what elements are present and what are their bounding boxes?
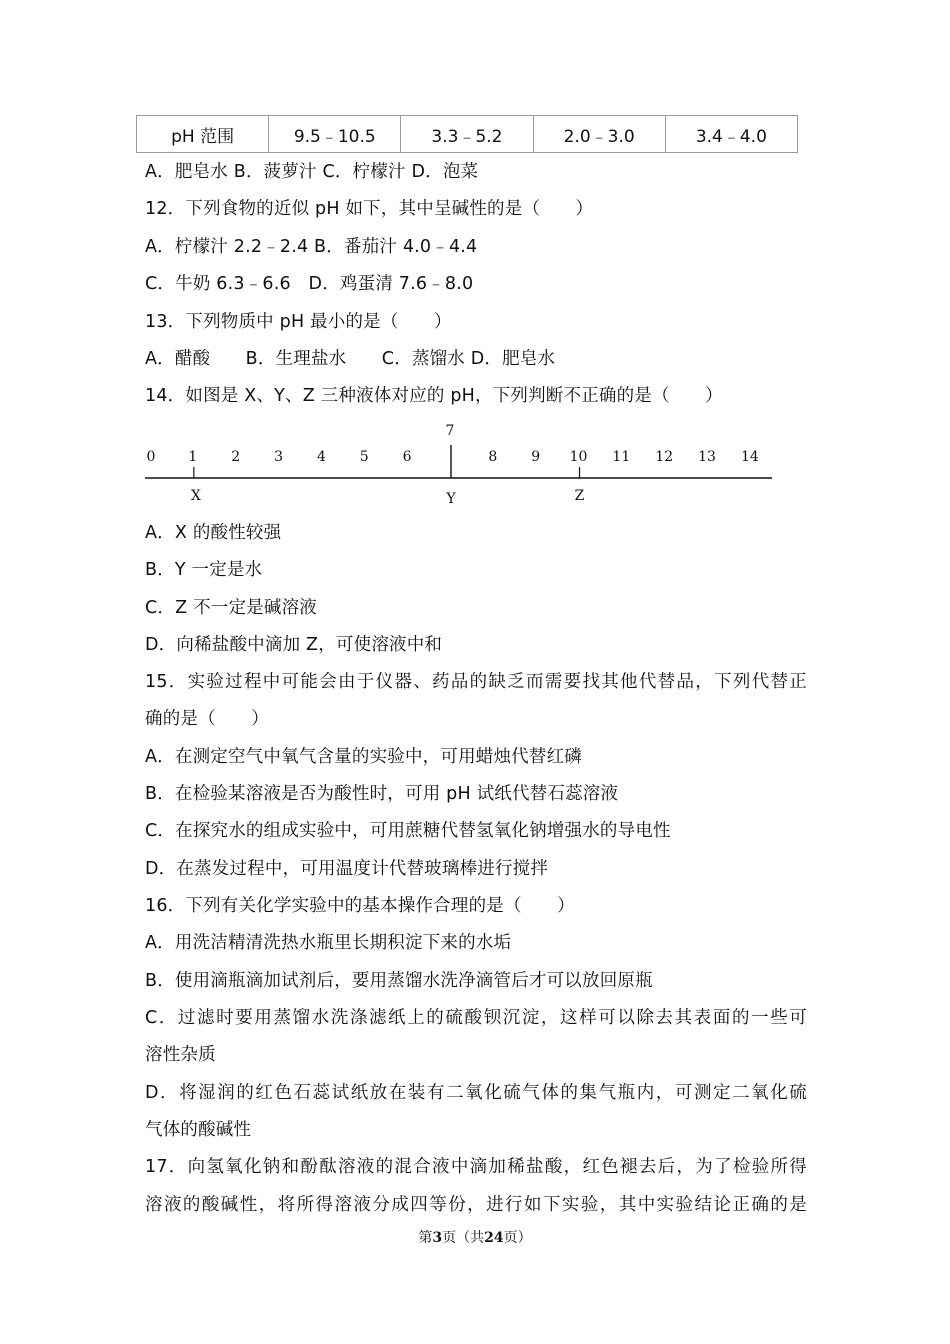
ph-tick-label: 11 [612, 449, 631, 465]
ph-tick-label: 8 [488, 449, 498, 465]
ph-tick-label: 9 [531, 449, 541, 465]
q14-option-d: D．向稀盐酸中滴加 Z，可使溶液中和 [145, 635, 443, 655]
q17-stem-line1: 17．向氢氧化钠和酚酞溶液的混合液中滴加稀盐酸，红色褪去后，为了检验所得 [145, 1157, 807, 1177]
ph-marker-label-x: X [190, 488, 201, 504]
q15-stem-line1: 15．实验过程中可能会由于仪器、药品的缺乏而需要找其他代替品，下列代替正 [145, 672, 807, 692]
ph-range-table [136, 115, 798, 153]
ph-tick-label: 5 [359, 449, 369, 465]
q16-stem: 16．下列有关化学实验中的基本操作合理的是（ ） [145, 896, 575, 916]
q15-stem-line2: 确的是（ ） [145, 709, 269, 729]
table-cell: 9.5﹣10.5 [269, 116, 401, 153]
q12-stem: 12．下列食物的近似 pH 如下，其中呈碱性的是（ ） [145, 199, 594, 219]
q14-option-b: B．Y 一定是水 [145, 560, 263, 580]
footer-page-number: 3 [432, 1230, 443, 1246]
ph-tick-label: 14 [740, 449, 759, 465]
q16-option-c-line1: C．过滤时要用蒸馏水洗涤滤纸上的硫酸钡沉淀，这样可以除去其表面的一些可 [145, 1008, 807, 1028]
q15-option-a: A．在测定空气中氧气含量的实验中，可用蜡烛代替红磷 [145, 747, 582, 767]
footer-prefix: 第 [418, 1230, 433, 1246]
table-cell: 3.3﹣5.2 [401, 116, 533, 153]
q16-option-d-line2: 气体的酸碱性 [145, 1120, 252, 1140]
ph-marker-label-y: Y [446, 491, 456, 507]
ph-tick-label: 10 [569, 449, 588, 465]
ph-tick-label: 13 [698, 449, 716, 465]
table-row [137, 116, 798, 153]
ph-tick-label: 0 [146, 449, 156, 465]
q16-option-b: B．使用滴瓶滴加试剂后，要用蒸馏水洗净滴管后才可以放回原瓶 [145, 971, 653, 991]
table-header-cell: pH 范围 [137, 116, 269, 153]
q13-stem: 13．下列物质中 pH 最小的是（ ） [145, 312, 452, 332]
q17-stem-line2: 溶液的酸碱性，将所得溶液分成四等份，进行如下实验，其中实验结论正确的是 [145, 1195, 807, 1215]
page-footer [0, 1227, 950, 1247]
ph-tick-labels [147, 423, 759, 465]
q15-option-b: B．在检验某溶液是否为酸性时，可用 pH 试纸代替石蕊溶液 [145, 784, 619, 804]
ph-tick-label: 12 [655, 449, 674, 465]
ph-scale-diagram [140, 415, 780, 510]
q15-option-c: C．在探究水的组成实验中，可用蔗糖代替氢氧化钠增强水的导电性 [145, 821, 671, 841]
ph-tick-label: 7 [445, 423, 455, 439]
q12-options-ab: A．柠檬汁 2.2﹣2.4 B．番茄汁 4.0﹣4.4 [145, 237, 478, 257]
ph-tick-label: 4 [316, 449, 326, 465]
ph-tick-label: 1 [188, 449, 198, 465]
footer-total-pages: 24 [484, 1230, 504, 1246]
footer-mid: 页（共 [442, 1230, 485, 1246]
q16-option-d-line1: D．将湿润的红色石蕊试纸放在装有二氧化硫气体的集气瓶内，可测定二氧化硫 [145, 1083, 807, 1103]
ph-tick-label: 6 [402, 449, 412, 465]
ph-marker-label-z: Z [574, 488, 585, 504]
footer-suffix: 页） [503, 1230, 532, 1246]
q13-options: A．醋酸 B．生理盐水 C．蒸馏水 D．肥皂水 [145, 349, 556, 369]
table-cell: 3.4﹣4.0 [665, 116, 797, 153]
q11-options: A．肥皂水 B．菠萝汁 C．柠檬汁 D．泡菜 [145, 162, 479, 182]
ph-tick-label: 2 [231, 449, 241, 465]
table-cell: 2.0﹣3.0 [533, 116, 665, 153]
q14-stem: 14．如图是 X、Y、Z 三种液体对应的 pH，下列判断不正确的是（ ） [145, 386, 723, 406]
q12-options-cd: C．牛奶 6.3﹣6.6 D．鸡蛋清 7.6﹣8.0 [145, 274, 474, 294]
ph-tick-label: 3 [274, 449, 284, 465]
ph-markers [191, 467, 585, 507]
q15-option-d: D．在蒸发过程中，可用温度计代替玻璃棒进行搅拌 [145, 859, 549, 879]
q16-option-c-line2: 溶性杂质 [145, 1045, 216, 1065]
q14-option-a: A．X 的酸性较强 [145, 523, 282, 543]
q16-option-a: A．用洗洁精清洗热水瓶里长期积淀下来的水垢 [145, 933, 512, 953]
q14-option-c: C．Z 不一定是碱溶液 [145, 598, 317, 618]
